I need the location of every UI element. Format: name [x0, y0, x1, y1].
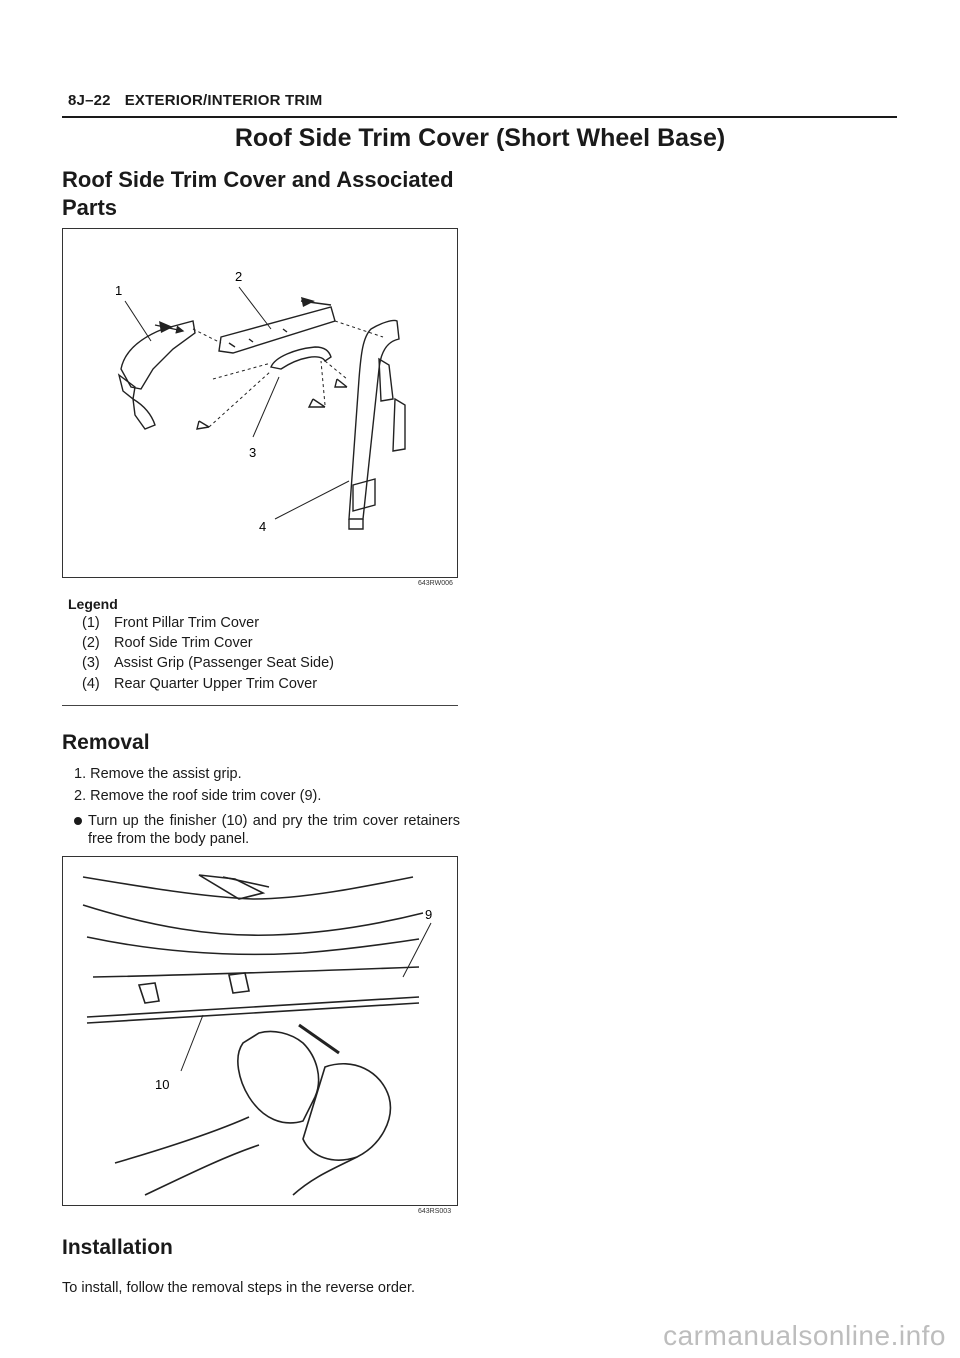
figure2-code: 643RS003	[418, 1208, 452, 1215]
retainer-clip-2	[229, 973, 249, 993]
left-hand-shape	[238, 1031, 319, 1122]
figure-exploded-parts	[62, 228, 458, 578]
bullet-icon	[74, 817, 82, 825]
assist-grip-shape	[271, 347, 331, 369]
callout-9: 9	[425, 907, 433, 922]
headliner-line	[93, 967, 419, 977]
removal-heading: Removal	[62, 731, 150, 754]
figure1-code: 643RW006	[418, 580, 453, 587]
page-title: Roof Side Trim Cover (Short Wheel Base)	[234, 124, 726, 152]
watermark: carmanualsonline.info	[663, 1320, 946, 1351]
rear-quarter-cover-shape	[349, 320, 399, 519]
roof-side-cover-shape	[219, 307, 335, 353]
legend-divider	[62, 705, 458, 706]
roof-edge-line	[83, 877, 413, 899]
figure-removal-photo	[62, 856, 458, 1206]
installation-text: To install, follow the removal steps in the reverse order.	[62, 1280, 415, 1296]
header-rule	[62, 116, 897, 118]
callout-4: 4	[259, 519, 267, 534]
removal-step-2: 2. Remove the roof side trim cover (9).	[74, 788, 322, 804]
running-header	[68, 92, 322, 109]
retainer-clip-1	[139, 983, 159, 1003]
legend-item: (4) Rear Quarter Upper Trim Cover	[82, 676, 318, 692]
legend-item: (3) Assist Grip (Passenger Seat Side)	[82, 655, 335, 671]
callout-2: 2	[235, 269, 243, 284]
removal-step-1: 1. Remove the assist grip.	[74, 766, 242, 782]
section-title: Roof Side Trim Cover and Associated Parts	[62, 167, 454, 220]
installation-heading: Installation	[62, 1236, 173, 1259]
right-hand-shape	[303, 1064, 390, 1160]
removal-drawing	[63, 857, 457, 1205]
section-name: EXTERIOR/INTERIOR TRIM	[124, 92, 323, 109]
legend-title: Legend	[68, 596, 118, 612]
front-pillar-cover-shape	[121, 321, 195, 389]
page-number: 8J–22	[68, 92, 111, 109]
callout-3: 3	[249, 445, 257, 460]
legend-item: (1) Front Pillar Trim Cover	[82, 615, 260, 631]
legend-item: (2) Roof Side Trim Cover	[82, 635, 253, 651]
callout-1: 1	[115, 283, 123, 298]
removal-bullet: Turn up the finisher (10) and pry the trim cover retainers free from the body panel.	[74, 812, 460, 848]
trim-cover-edge	[87, 997, 419, 1017]
callout-10: 10	[155, 1077, 170, 1092]
exploded-parts-drawing	[63, 229, 457, 577]
pry-tool-shape	[299, 1025, 339, 1053]
